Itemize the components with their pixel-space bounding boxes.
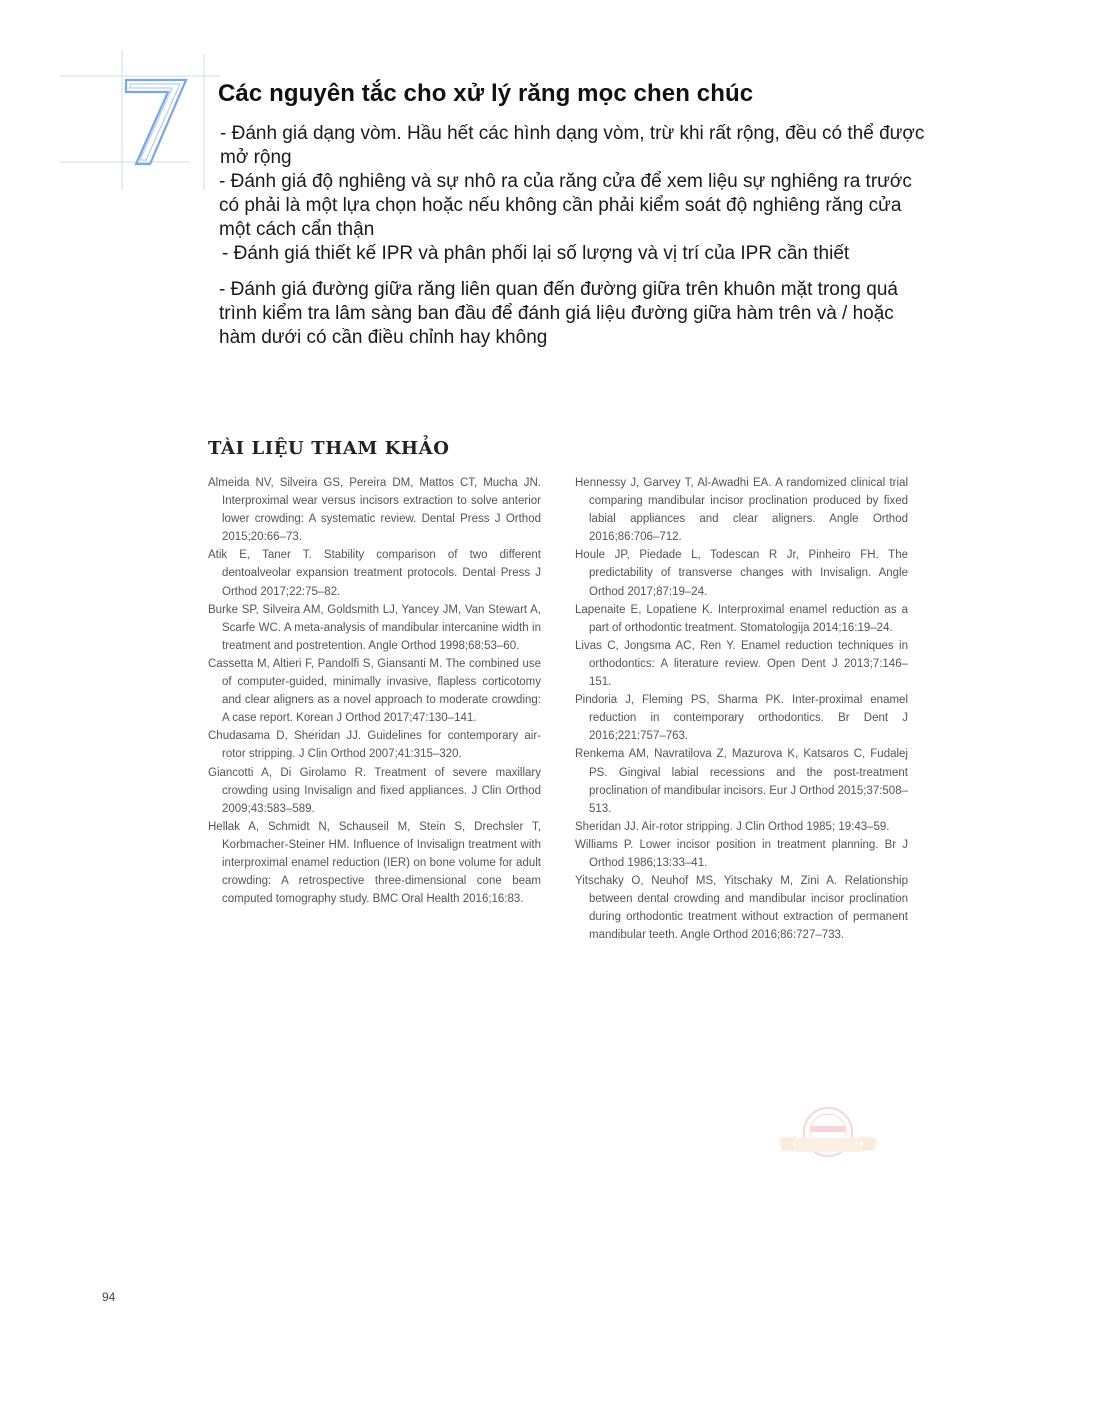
reference-entry: Cassetta M, Altieri F, Pandolfi S, Giansanti M. The combined use of computer-guided, minimally invasive, flapless corticotomy and clear aligners as a novel approach to moderate crowding: A case report. Korean J Orthod 2017;47:130–141.: [208, 657, 541, 725]
watermark-stamp: [775, 1102, 881, 1166]
principle-line: - Đánh giá thiết kế IPR và phân phối lại số lượng và vị trí của IPR cần thiết: [222, 243, 850, 264]
principle-line: - Đánh giá dạng vòm. Hầu hết các hình dạng vòm, trừ khi rất rộng, đều có thể được: [220, 123, 925, 144]
principle-item: [220, 122, 924, 170]
principle-line: - Đánh giá độ nghiêng và sự nhô ra của răng cửa để xem liệu sự nghiêng ra trước: [219, 171, 912, 192]
references-column-right: [575, 474, 908, 944]
reference-entry: Giancotti A, Di Girolamo R. Treatment of severe maxillary crowding using Invisalign and fixed appliances. J Clin Orthod 2009;43:583–589.: [208, 766, 541, 815]
principle-line: một cách cẩn thận: [219, 219, 375, 240]
principle-line: mở rộng: [220, 147, 292, 168]
principle-line: - Đánh giá đường giữa răng liên quan đến đường giữa trên khuôn mặt trong quá: [219, 279, 898, 300]
chapter-seven-graphic: [60, 50, 220, 190]
reference-entry: Livas C, Jongsma AC, Ren Y. Enamel reduction techniques in orthodontics: A literature review. Open Dent J 2013;7:146–151.: [575, 639, 908, 689]
principle-item: [219, 170, 912, 242]
reference-entry: Renkema AM, Navratilova Z, Mazurova K, Katsaros C, Fudalej PS. Gingival labial recessions and the post-treatment proclination of mandibular incisors. Eur J Orthod 2015;37:508–513.: [575, 748, 908, 815]
reference-entry: Burke SP, Silveira AM, Goldsmith LJ, Yancey JM, Van Stewart A, Scarfe WC. A meta-analysis of mandibular intercanine width in treatment and postretention. Angle Orthod 1998;68:53–60.: [208, 603, 541, 652]
reference-entry: Lapenaite E, Lopatiene K. Interproximal enamel reduction as a part of orthodontic treatment. Stomatologija 2014;16:19–24.: [575, 603, 908, 634]
principle-item: [219, 278, 898, 350]
reference-entry: Pindoria J, Fleming PS, Sharma PK. Inter-proximal enamel reduction in contemporary orthodontics. Br Dent J 2016;221:757–763.: [575, 694, 908, 743]
references-column-left: [208, 474, 541, 908]
chapter-number-mark: [60, 50, 220, 190]
page-number: 94: [102, 1290, 116, 1304]
principle-line: có phải là một lựa chọn hoặc nếu không cần phải kiểm soát độ nghiêng răng cửa: [219, 195, 902, 216]
reference-entry: Houle JP, Piedade L, Todescan R Jr, Pinheiro FH. The predictability of transverse changes with Invisalign. Angle Orthod 2017;87:19–24.: [575, 549, 908, 598]
principle-line: trình kiểm tra lâm sàng ban đầu để đánh giá liệu đường giữa hàm trên và / hoặc: [219, 303, 894, 324]
principle-item: [222, 242, 849, 266]
reference-entry: Yitschaky O, Neuhof MS, Yitschaky M, Zini A. Relationship between dental crowding and mandibular incisor proclination during orthodontic treatment without extraction of permanent mandibular teeth. Angle Orthod 2016;86:727–733.: [575, 875, 908, 942]
reference-entry: Hellak A, Schmidt N, Schauseil M, Stein S, Drechsler T, Korbmacher-Steiner HM. Influence of Invisalign treatment with interproximal enamel reduction (IER) on bone volume for adult crowding: A retrospective three-dimensional cone beam computed tomography study. BMC Oral Health 2016;16:83.: [208, 820, 541, 906]
reference-entry: Chudasama D, Sheridan JJ. Guidelines for contemporary air-rotor stripping. J Clin Orthod 2007;41:315–320.: [208, 730, 541, 761]
reference-entry: Almeida NV, Silveira GS, Pereira DM, Mattos CT, Mucha JN. Interproximal wear versus incisors extraction to solve anterior lower crowding: A systematic review. Dental Press J Orthod 2015;20:66–73.: [208, 477, 541, 544]
principle-line: hàm dưới có cần điều chỉnh hay không: [219, 327, 548, 348]
page-title: Các nguyên tắc cho xử lý răng mọc chen chúc: [218, 80, 754, 107]
reference-entry: Atik E, Taner T. Stability comparison of two different dentoalveolar expansion treatment protocols. Dental Press J Orthod 2017;22:75–82.: [208, 549, 541, 598]
reference-entry: Sheridan JJ. Air-rotor stripping. J Clin Orthod 1985; 19:43–59.: [575, 820, 890, 833]
seal-icon: [775, 1102, 881, 1166]
references-heading: TÀI LIỆU THAM KHẢO: [208, 438, 450, 459]
reference-entry: Hennessy J, Garvey T, Al-Awadhi EA. A randomized clinical trial comparing mandibular incisor proclination produced by fixed labial appliances and clear aligners. Angle Orthod 2016;86:706–712.: [575, 477, 908, 544]
reference-entry: Williams P. Lower incisor position in treatment planning. Br J Orthod 1986;13:33–41.: [575, 838, 908, 869]
